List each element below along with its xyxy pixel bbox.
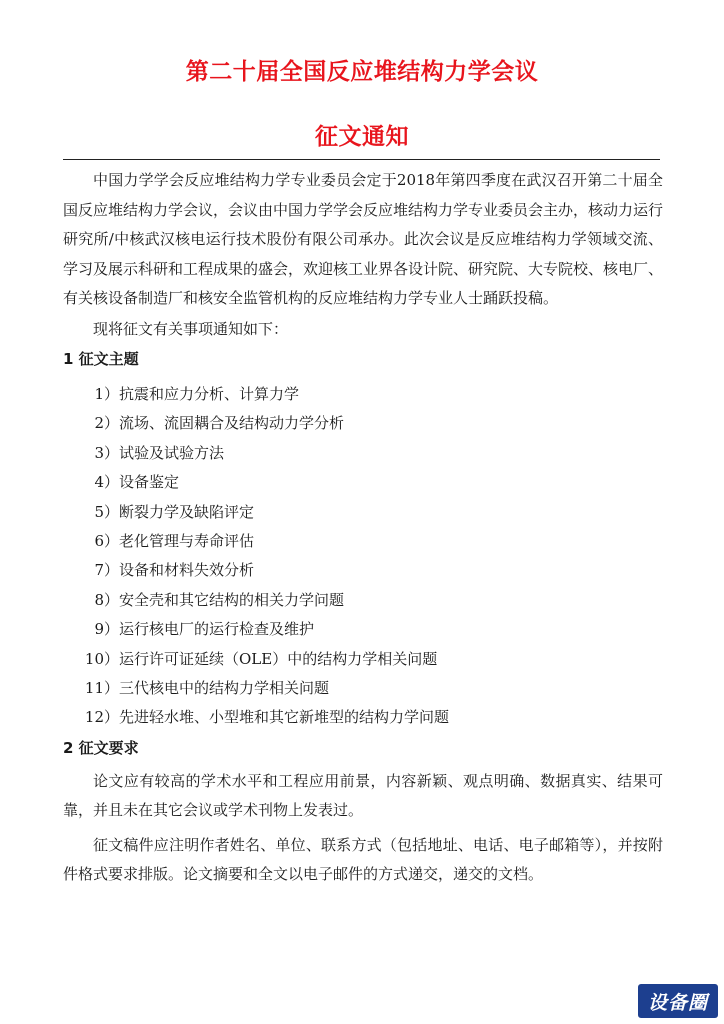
- intro-paragraph: 中国力学学会反应堆结构力学专业委员会定于2018年第四季度在武汉召开第二十届全国反应堆结构力学会议，会议由中国力学学会反应堆结构力学专业委员会主办，核动力运行研究所/中核武汉核电运行技术股份有限公司承办。此次会议是反应堆结构力学领域交流、学习及展示科研和工程成果的盛会，欢迎核工业界各设计院、研究院、大专院校、核电厂、有关核设备制造厂和核安全监管机构的反应堆结构力学专业人士踊跃投稿。: [63, 171, 664, 307]
- list-item: [63, 615, 663, 644]
- topic-text: 安全壳和其它结构的相关力学问题: [119, 590, 345, 609]
- watermark-logo: [638, 984, 718, 1018]
- list-item: [63, 439, 663, 468]
- topic-text: 三代核电中的结构力学相关问题: [119, 679, 330, 698]
- topic-number: 6）: [94, 532, 119, 551]
- list-item: [63, 556, 663, 585]
- topic-text: 设备和材料失效分析: [119, 561, 255, 580]
- topic-number: 12）: [84, 708, 119, 727]
- topic-number: 2）: [94, 414, 119, 433]
- topic-text: 抗震和应力分析、计算力学: [119, 385, 300, 403]
- list-item: [63, 380, 663, 409]
- notice-line: 现将征文有关事项通知如下：: [93, 319, 289, 338]
- topic-list: [63, 380, 663, 733]
- list-item: [63, 586, 663, 615]
- list-item: [63, 645, 663, 674]
- topic-text: 试验及试验方法: [119, 443, 225, 462]
- section-2-heading: 2 征文要求: [63, 738, 139, 757]
- topic-number: 8）: [94, 590, 119, 609]
- topic-number: 5）: [94, 502, 119, 521]
- watermark-text: 设备圈: [647, 991, 708, 1014]
- topic-text: 设备鉴定: [119, 473, 180, 492]
- document-title: 第二十届全国反应堆结构力学会议: [185, 59, 539, 85]
- requirements-block: [63, 767, 663, 890]
- list-item: [63, 409, 663, 438]
- list-item: [63, 468, 663, 497]
- topic-number: 4）: [94, 473, 119, 492]
- requirement-paragraph-2: 征文稿件应注明作者姓名、单位、联系方式（包括地址、电话、电子邮箱等），并按附件格式要求排版。论文摘要和全文以电子邮件的方式递交，递交的文档。: [63, 835, 663, 884]
- topic-number: 7）: [94, 561, 119, 580]
- topic-text: 运行核电厂的运行检查及维护: [119, 620, 315, 639]
- list-item: [63, 527, 663, 556]
- requirement-paragraph-1: 论文应有较高的学术水平和工程应用前景，内容新颖、观点明确、数据真实、结果可靠，并且未在其它会议或学术刊物上发表过。: [63, 771, 663, 820]
- document-subtitle: 征文通知: [315, 124, 409, 150]
- list-item: [63, 703, 663, 732]
- topic-number: 3）: [94, 443, 119, 462]
- topic-number: 1）: [94, 385, 119, 403]
- topic-text: 运行许可证延续（OLE）中的结构力学相关问题: [119, 649, 438, 668]
- list-item: [63, 674, 663, 703]
- title-divider: [63, 159, 660, 160]
- section-1-heading: 1 征文主题: [63, 350, 139, 368]
- topic-number: 10）: [84, 649, 119, 668]
- topic-number: 9）: [94, 620, 119, 639]
- topic-text: 老化管理与寿命评估: [119, 532, 255, 551]
- topic-text: 流场、流固耦合及结构动力学分析: [119, 414, 345, 433]
- topic-text: 断裂力学及缺陷评定: [119, 502, 255, 521]
- topic-number: 11）: [84, 679, 119, 698]
- list-item: [63, 498, 663, 527]
- topic-text: 先进轻水堆、小型堆和其它新堆型的结构力学问题: [119, 708, 450, 727]
- document-body: [63, 166, 663, 890]
